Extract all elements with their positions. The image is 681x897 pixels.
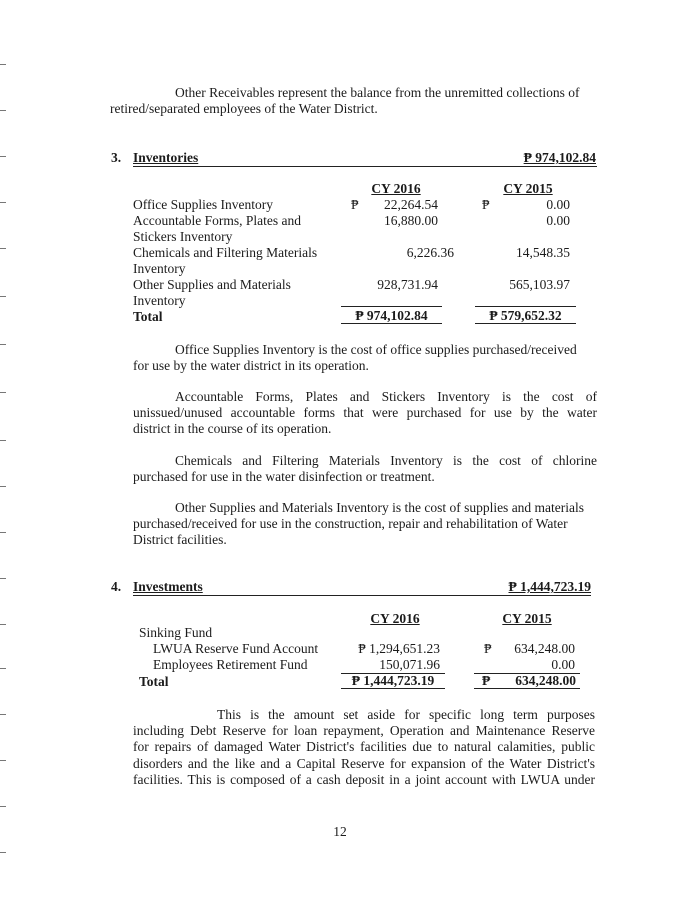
description-line: purchased for use in the water disinfection or treatment. — [133, 469, 435, 485]
margin-mark — [0, 486, 6, 487]
margin-mark — [0, 202, 6, 203]
value-cy2015: 0.00 — [551, 657, 575, 672]
currency-sign: ₱ — [482, 197, 490, 212]
margin-mark — [0, 806, 6, 807]
margin-mark — [0, 578, 6, 579]
group-label: Sinking Fund — [139, 625, 213, 640]
margin-mark — [0, 532, 6, 533]
currency-sign: ₱ — [482, 673, 491, 688]
description-line: Other Supplies and Materials Inventory is the cost of supplies and materials — [175, 500, 585, 515]
currency-sign: ₱ — [484, 641, 492, 656]
total-cy2016: ₱ 1,444,723.19 — [341, 674, 445, 689]
value-cy2016: 6,226.36 — [406, 245, 454, 260]
total-label: Total — [139, 674, 169, 689]
description-line: for repairs of damaged Water District's facilities due to natural calamities, public — [133, 739, 595, 755]
section-title: Investments — [133, 579, 203, 594]
margin-mark — [0, 296, 6, 297]
inventory-description — [133, 453, 597, 485]
currency-sign: ₱ — [351, 197, 359, 212]
value-cy2015: 634,248.00 — [514, 641, 575, 656]
section-rule — [133, 595, 591, 596]
value-cy2016: 16,880.00 — [384, 213, 438, 228]
description-line: district in the course of its operation. — [133, 421, 332, 437]
section-total: ₱ 974,102.84 — [523, 150, 596, 165]
intro-line: retired/separated employees of the Water District. — [110, 101, 378, 117]
description-line: Accountable Forms, Plates and Stickers Inventory is the cost of — [175, 389, 597, 404]
margin-mark — [0, 714, 6, 715]
value-cy2016: 22,264.54 — [384, 197, 438, 212]
inventory-label: Inventory — [133, 293, 186, 308]
section-number: 3. — [111, 150, 122, 165]
section-number: 4. — [111, 579, 122, 594]
column-header-cy2015: CY 2015 — [503, 181, 553, 196]
intro-paragraph — [110, 85, 598, 117]
description-line: facilities. This is composed of a cash deposit in a joint account with LWUA under — [133, 771, 595, 787]
inventory-label: Stickers Inventory — [133, 229, 233, 244]
description-line: This is the amount set aside for specific long term purposes — [217, 707, 595, 722]
inventory-description — [133, 389, 597, 438]
inventory-description — [133, 342, 597, 374]
value-cy2015: 0.00 — [546, 197, 570, 212]
margin-mark — [0, 110, 6, 111]
section-rule — [133, 166, 597, 167]
description-line: Chemicals and Filtering Materials Inventory is the cost of chlorine — [175, 453, 597, 468]
investment-label: LWUA Reserve Fund Account — [153, 641, 319, 656]
value-cy2016: 150,071.96 — [379, 657, 440, 672]
total-rule — [475, 306, 576, 307]
investment-description — [133, 707, 595, 788]
description-line: disorders and the like and a Capital Reserve for expansion of the Water District's — [133, 755, 595, 771]
description-line: purchased/received for use in the construction, repair and rehabilitation of Water — [133, 516, 568, 532]
column-header-cy2015: CY 2015 — [502, 611, 552, 626]
total-label: Total — [133, 309, 163, 324]
column-header-cy2016: CY 2016 — [370, 611, 420, 626]
description-line: District facilities. — [133, 532, 227, 548]
inventory-description — [133, 500, 597, 549]
value-cy2016: 928,731.94 — [377, 277, 438, 292]
total-cy2015: 634,248.00 — [515, 673, 576, 688]
inventory-label: Chemicals and Filtering Materials — [133, 245, 318, 260]
value-cy2015: 565,103.97 — [509, 277, 570, 292]
inventory-label: Accountable Forms, Plates and — [133, 213, 301, 228]
investment-label: Employees Retirement Fund — [153, 657, 308, 672]
section-title: Inventories — [133, 150, 199, 165]
total-cy2015: ₱ 579,652.32 — [475, 309, 576, 324]
margin-mark — [0, 392, 6, 393]
description-line: including Debt Reserve for loan repayment, Operation and Maintenance Reserve — [133, 723, 595, 739]
margin-mark — [0, 64, 6, 65]
margin-mark — [0, 156, 6, 157]
inventory-label: Other Supplies and Materials — [133, 277, 291, 292]
margin-mark — [0, 440, 6, 441]
description-line: for use by the water district in its operation. — [133, 358, 369, 374]
description-line: unissued/unused accountable forms that were purchased for use by the water — [133, 405, 597, 421]
value-cy2015: 0.00 — [546, 213, 570, 228]
margin-mark — [0, 668, 6, 669]
page-number: 12 — [333, 824, 347, 839]
margin-mark — [0, 852, 6, 853]
total-cy2016: ₱ 974,102.84 — [341, 309, 442, 324]
description-line: Office Supplies Inventory is the cost of office supplies purchased/received — [175, 342, 577, 357]
value-cy2015: 14,548.35 — [516, 245, 570, 260]
margin-mark — [0, 760, 6, 761]
total-rule — [341, 306, 442, 307]
column-header-cy2016: CY 2016 — [371, 181, 421, 196]
intro-line: Other Receivables represent the balance from the unremitted collections of — [175, 85, 580, 100]
margin-mark — [0, 248, 6, 249]
margin-mark — [0, 624, 6, 625]
inventory-label: Inventory — [133, 261, 186, 276]
inventory-label: Office Supplies Inventory — [133, 197, 273, 212]
value-cy2016: ₱ 1,294,651.23 — [358, 641, 440, 656]
margin-mark — [0, 344, 6, 345]
total-cy2015-box — [474, 674, 580, 689]
section-total: ₱ 1,444,723.19 — [508, 579, 591, 594]
